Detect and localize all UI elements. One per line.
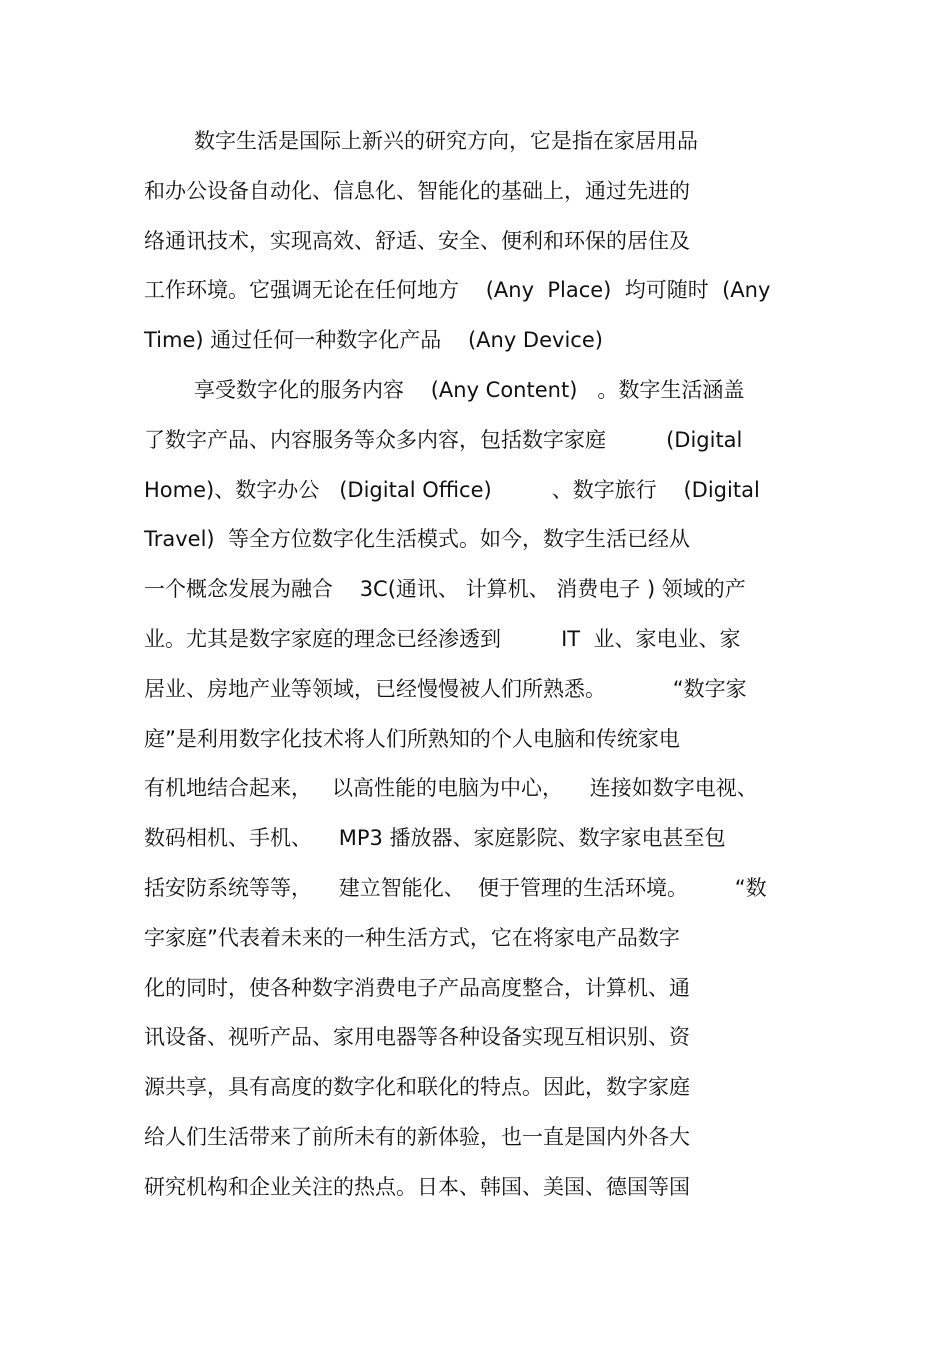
text-line: 一个概念发展为融合 3C(通讯、 计算机、 消费电子 ) 领域的产 [144,577,746,602]
text-line: 和办公设备自动化、信息化、智能化的基础上，通过先进的 [144,178,690,203]
text-line: Home)、数字办公 (Digital Office) 、数字旅行 (Digital [144,477,760,502]
text-line: Time) 通过任何一种数字化产品 (Any Device) [144,328,603,353]
paragraph-first-line: 数字生活是国际上新兴的研究方向，它是指在家居用品 [194,129,698,153]
text-line: 研究机构和企业关注的热点。日本、韩国、美国、德国等国 [144,1174,690,1199]
text-line: 了数字产品、内容服务等众多内容，包括数字家庭 (Digital [144,427,743,452]
text-line: 络通讯技术，实现高效、舒适、安全、便利和环保的居住及 [144,228,690,253]
text-line: 字家庭”代表着未来的一种生活方式，它在将家电产品数字 [144,925,680,950]
text-line: 化的同时，使各种数字消费电子产品高度整合，计算机、通 [144,975,690,1000]
text-line: 讯设备、视听产品、家用电器等各种设备实现互相识别、资 [144,1025,690,1050]
text-line: 工作环境。它强调无论在任何地方 (Any Place) 均可随时 (Any [144,278,771,303]
text-line: 括安防系统等等， 建立智能化、 便于管理的生活环境。 “数 [144,875,767,900]
text-line: 居业、房地产业等领域，已经慢慢被人们所熟悉。 “数字家 [144,676,747,701]
text-line: 业。尤其是数字家庭的理念已经渗透到 IT 业、家电业、家 [144,626,741,651]
body-text [144,117,824,1213]
text-line: 给人们生活带来了前所未有的新体验，也一直是国内外各大 [144,1124,690,1149]
text-line: 庭”是利用数字化技术将人们所熟知的个人电脑和传统家电 [144,726,680,751]
paragraph-first-line: 享受数字化的服务内容 (Any Content) 。数字生活涵盖 [194,377,745,402]
text-line: Travel) 等全方位数字化生活模式。如今，数字生活已经从 [144,527,690,552]
text-line: 源共享，具有高度的数字化和联化的特点。因此，数字家庭 [144,1075,690,1100]
text-line: 数码相机、手机、 MP3 播放器、家庭影院、数字家电甚至包 [144,826,726,851]
text-line: 有机地结合起来， 以高性能的电脑为中心， 连接如数字电视、 [144,776,758,801]
